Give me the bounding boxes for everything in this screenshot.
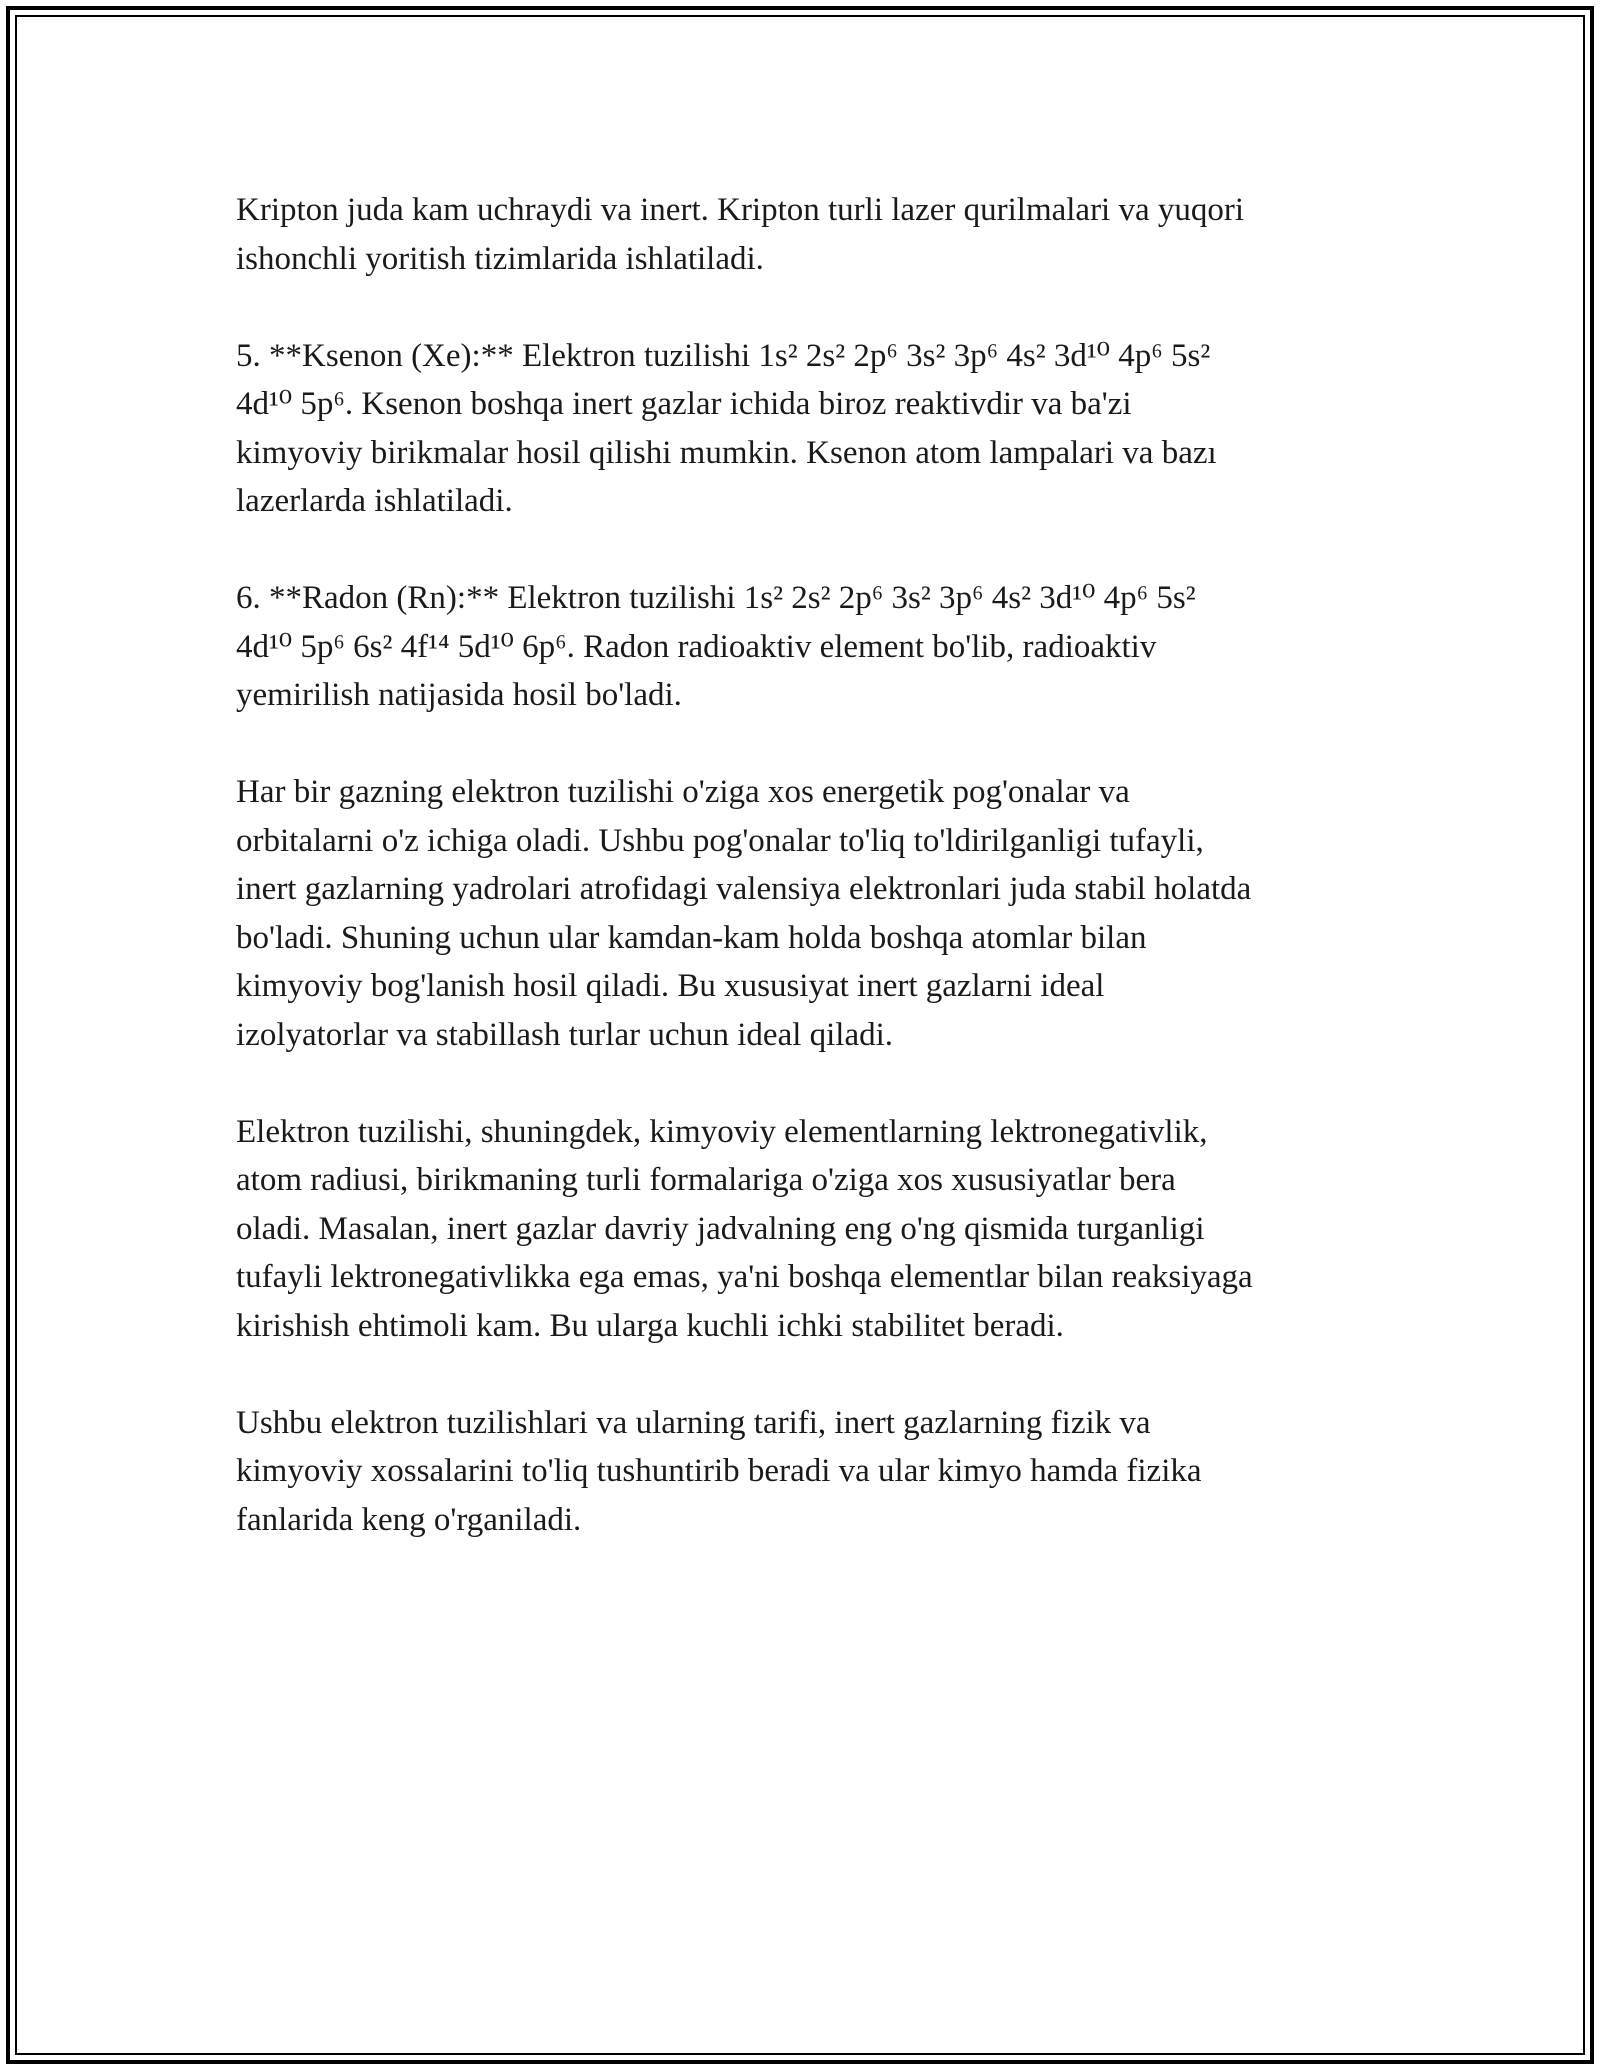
paragraph-electronegativity: Elektron tuzilishi, shuningdek, kimyoviy elementlarning lektronegativlik, atom radiusi, birikmaning turli formalariga o'ziga xos xususiyatlar bera oladi. Masalan, inert gazlar davriy jadvalning eng o'ng qismida turganligi tufayli lektronegativlikka ega emas, ya'ni boshqa elementlar bilan reaksiyaga kirishish ehtimoli kam. Bu ularga kuchli ichki stabilitet beradi.: [236, 1113, 1253, 1344]
paragraph-conclusion: Ushbu elektron tuzilishlari va ularning tarifi, inert gazlarning fizik va kimyoviy xossalarini to'liq tushuntirib beradi va ular kimyo hamda fizika fanlarida keng o'rganiladi.: [236, 1404, 1202, 1538]
document-body: [236, 186, 1396, 1593]
paragraph-xenon: 5. **Ksenon (Xe):** Elektron tuzilishi 1s² 2s² 2p⁶ 3s² 3p⁶ 4s² 3d¹⁰ 4p⁶ 5s² 4d¹⁰ 5p⁶. Ksenon boshqa inert gazlar ichida biroz reaktivdir va ba'zi kimyoviy birikmalar hosil qilishi mumkin. Ksenon atom lampalari va bazı lazerlarda ishlatiladi.: [236, 337, 1217, 519]
paragraph-krypton: Kripton juda kam uchraydi va inert. Kripton turli lazer qurilmalari va yuqori ishonchli yoritish tizimlarida ishlatiladi.: [236, 192, 1245, 277]
paragraph-electron-structure: Har bir gazning elektron tuzilishi o'ziga xos energetik pog'onalar va orbitalarni o'z ichiga oladi. Ushbu pog'onalar to'liq to'ldirilganligi tufayli, inert gazlarning yadrolari atrofidagi valensiya elektronlari juda stabil holatda bo'ladi. Shuning uchun ular kamdan-kam holda boshqa atomlar bilan kimyoviy bog'lanish hosil qiladi. Bu xususiyat inert gazlarni ideal izolyatorlar va stabillash turlar uchun ideal qiladi.: [236, 774, 1252, 1053]
paragraph-radon: 6. **Radon (Rn):** Elektron tuzilishi 1s² 2s² 2p⁶ 3s² 3p⁶ 4s² 3d¹⁰ 4p⁶ 5s² 4d¹⁰ 5p⁶ 6s² 4f¹⁴ 5d¹⁰ 6p⁶. Radon radioaktiv element bo'lib, radioaktiv yemirilish natijasida hosil bo'ladi.: [236, 580, 1196, 713]
